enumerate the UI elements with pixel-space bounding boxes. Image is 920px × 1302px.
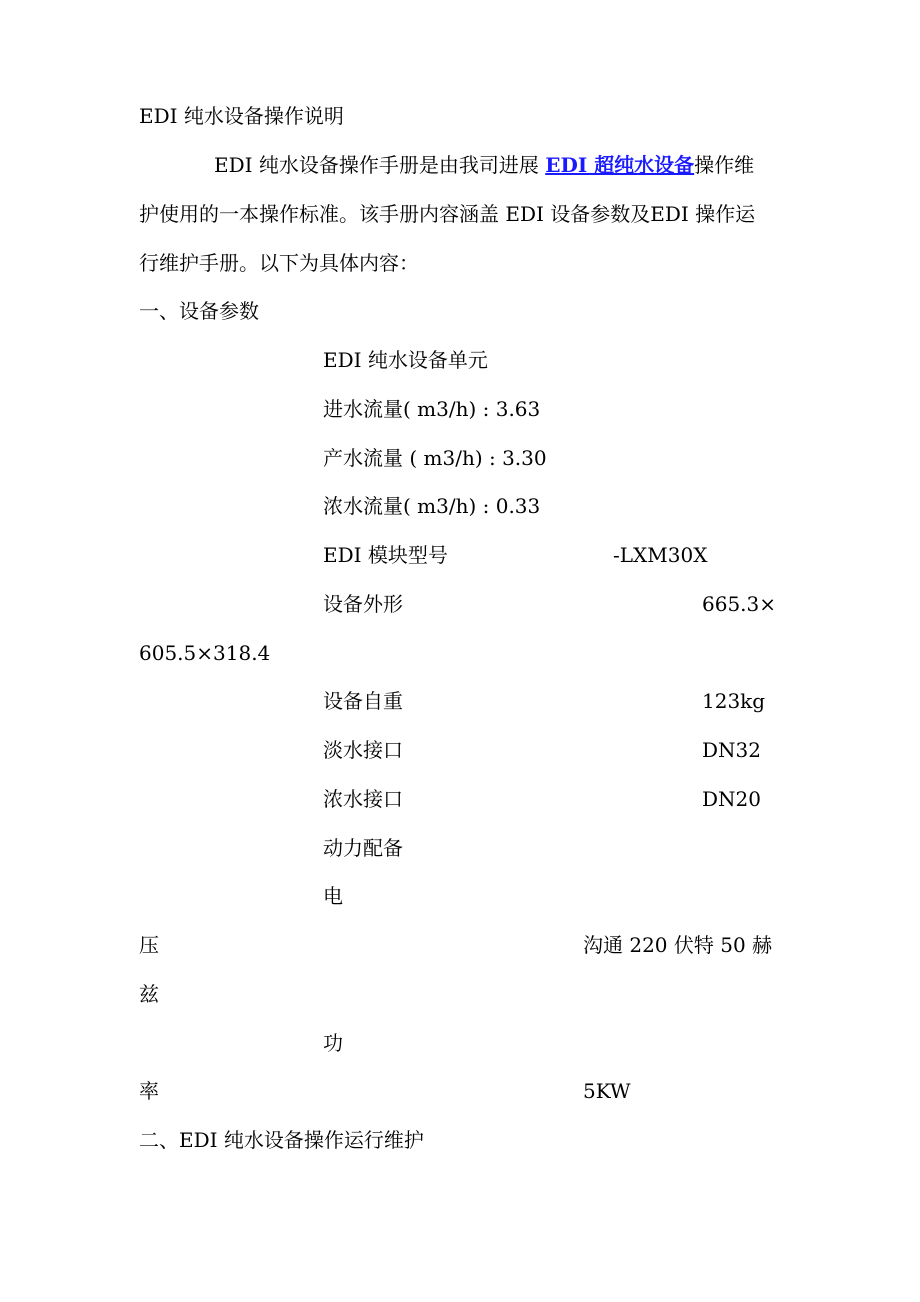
param-voltage-char-2: 压 [139, 933, 159, 957]
param-power-label: 动力配备 [323, 836, 403, 860]
param-power-value: 5KW [583, 1079, 631, 1103]
param-conc-port-value: DN20 [702, 787, 761, 811]
document-title: EDI 纯水设备操作说明 [139, 104, 344, 128]
param-power-char-1: 功 [323, 1031, 343, 1055]
section-heading-operation: 二、EDI 纯水设备操作运行维护 [139, 1128, 424, 1152]
param-fresh-port-value: DN32 [702, 738, 761, 762]
intro-line-3: 行维护手册。以下为具体内容： [139, 251, 419, 275]
param-weight-value: 123kg [702, 689, 766, 713]
param-concentrate-flow: 浓水流量( m3/h) : 0.33 [323, 494, 541, 518]
section-heading-params: 一、设备参数 [139, 299, 259, 323]
param-module-value: -LXM30X [613, 543, 708, 567]
param-product-flow: 产水流量 ( m3/h) : 3.30 [323, 446, 547, 470]
param-outline-label: 设备外形 [323, 592, 403, 616]
intro-line-2: 护使用的一本操作标准。该手册内容涵盖 EDI 设备参数及EDI 操作运 [139, 202, 756, 226]
param-voltage-value: 沟通 220 伏特 50 赫 [583, 933, 773, 957]
intro-text-tail: 操作维 [694, 153, 755, 177]
intro-text: EDI 纯水设备操作手册是由我司进展 [214, 153, 546, 177]
param-fresh-port-label: 淡水接口 [323, 738, 403, 762]
param-power-char-2: 率 [139, 1079, 159, 1103]
param-voltage-char-1: 电 [323, 884, 343, 908]
param-unit: EDI 纯水设备单元 [323, 348, 488, 372]
param-inflow: 进水流量( m3/h) : 3.63 [323, 397, 541, 421]
edi-ultrapure-link[interactable]: EDI 超纯水设备 [545, 153, 695, 177]
intro-line-1 [214, 153, 754, 177]
param-conc-port-label: 浓水接口 [323, 787, 403, 811]
param-weight-label: 设备自重 [323, 689, 403, 713]
param-module-label: EDI 模块型号 [323, 543, 448, 567]
param-outline-value-a: 665.3× [702, 592, 777, 616]
param-voltage-char-3: 兹 [139, 982, 159, 1006]
param-outline-value-b: 605.5×318.4 [139, 641, 271, 665]
